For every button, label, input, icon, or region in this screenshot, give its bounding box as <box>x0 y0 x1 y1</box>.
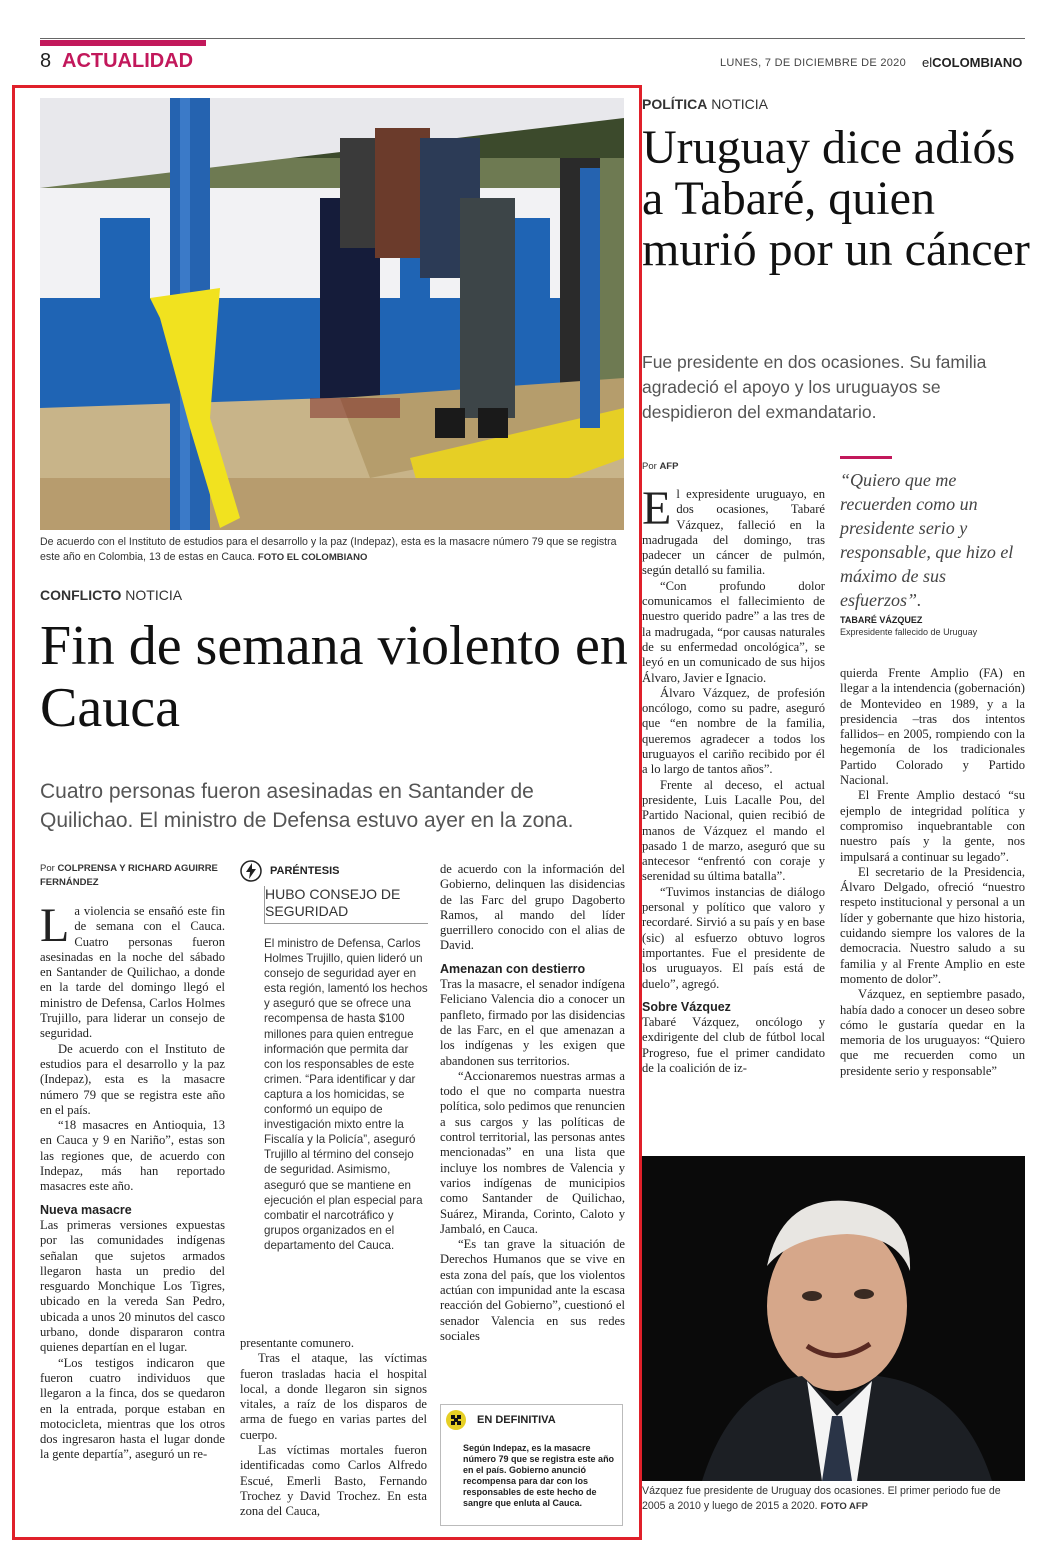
kicker-type: NOTICIA <box>125 587 183 603</box>
summary-label: EN DEFINITIVA <box>477 1414 556 1426</box>
quote-accent-bar <box>840 456 892 459</box>
paragraph: de acuerdo con la información del Gobierno, delinquen las disidencias de las Farc del grupo Dagoberto Ramos, al mando del líder guerrillero conocido con el alias de David. <box>440 862 625 953</box>
photo-credit: FOTO AFP <box>820 1501 868 1512</box>
quote-author: TABARÉ VÁZQUEZ <box>840 615 923 625</box>
caption-text: Vázquez fue presidente de Uruguay dos ocasiones. El primer periodo fue de 2005 a 2010 y luego de 2015 a 2020. <box>642 1485 1001 1512</box>
paragraph: “Accionaremos nuestras armas a todo el que no comparta nuestra política, solo pedimos que renuncien a sus cargos y las políticas de control territorial, las personas antes mencionadas” en una lista que incluye los nombres de Valencia y varios indígenas de municipios como Santander de Quilichao, Suárez, Miranda, Corinto, Caloto y Jambaló, en Cauca. <box>440 1068 626 1236</box>
paragraph: Tabaré Vázquez, oncólogo y exdirigente del club de fútbol local Progreso, fue el primer candidato de la coalición de iz- <box>642 1015 825 1075</box>
paragraph: presentante comunero. <box>240 1336 354 1350</box>
kicker-type: NOTICIA <box>711 96 769 112</box>
right-article-subheadline: Fue presidente en dos ocasiones. Su familia agradeció el apoyo y los uruguayos se despidieron del exmandatario. <box>642 352 987 422</box>
article-headline: Fin de semana violento en Cauca <box>40 615 628 739</box>
section-subhead: Amenazan con destierro <box>440 961 586 976</box>
section-name: ACTUALIDAD <box>62 50 194 72</box>
aside-label: PARÉNTESIS <box>270 865 340 877</box>
byline-prefix: Por <box>642 461 657 472</box>
summary-box <box>440 1404 623 1526</box>
caption-text: De acuerdo con el Instituto de estudios para el desarrollo y la paz (Indepaz), esta es la masacre número 79 que se registra este año en Colombia, 13 de estas en Cauca. <box>40 536 617 563</box>
section-subhead: Sobre Vázquez <box>642 999 731 1014</box>
drop-cap: E <box>642 482 672 535</box>
article-column-3 <box>440 862 625 1344</box>
paragraph: De acuerdo con el Instituto de estudios para el desarrollo y la paz (Indepaz), esta es la masacre número 79 que se registra este año en el país. <box>40 1041 225 1117</box>
paragraph: Álvaro Vázquez, de profesión oncólogo, como su padre, aseguró que “en nombre de la familia, queremos agradecer a todos los uruguayos el cariño recibido por él a lo largo de tantos años”. <box>642 685 825 777</box>
paragraph: Tras el ataque, las víctimas fueron trasladas hacia el hospital local, a donde llegaron sin signos vitales, a raíz de los disparos de arma de fuego en varias partes del cuerpo. <box>240 1351 427 1442</box>
photo-credit: FOTO EL COLOMBIANO <box>257 552 368 563</box>
aside-header <box>240 860 428 882</box>
paragraph: Vázquez, en septiembre pasado, había dado a conocer un deseo sobre cómo le gustaría quedar en la memoria de los uruguayos: “Quiero que me recuerden como un presidente serio y responsable” <box>840 987 1025 1078</box>
checker-icon <box>445 1409 467 1431</box>
kicker-category: CONFLICTO <box>40 587 122 603</box>
paragraph: Frente al deceso, el actual presidente, Luis Lacalle Pou, del Partido Nacional, quien recibió de manos de Vázquez el mando el pasado 1 de marzo, aseguró que su antecesor “enfrentó con coraje y serenidad su última batalla”. <box>642 777 825 884</box>
paragraph: El secretario de la Presidencia, Álvaro Delgado, ofreció “nuestro respeto institucional y personal a un líder y gobernante que hizo historia, cuidando siempre los valores de la democracia. Nuestro saludo a su familia y al Frente Amplio en este momento de dolor”. <box>840 864 1025 986</box>
drop-cap: L <box>40 899 70 952</box>
byline-author: COLPRENSA Y RICHARD AGUIRRE FERNÁNDEZ <box>40 863 218 888</box>
byline <box>40 862 225 890</box>
paragraph: “Con profundo dolor comunicamos el fallecimiento de nuestro querido padre” a las tres de la madrugada, “por causas naturales de su enfermedad oncológica”, se leyó en un comunicado de sus hijos Álvaro, Javier e Ignacio. <box>642 578 825 685</box>
quote-role: Expresidente fallecido de Uruguay <box>840 627 978 637</box>
summary-header <box>441 1405 622 1431</box>
paragraph: Tras la masacre, el senador indígena Feliciano Valencia dio a conocer un panfleto, firmado por las disidencias de las Farc, en el que amenazan a los indígenas y les exigen que abandonen sus territorios. <box>440 977 625 1068</box>
paragraph: “Es tan grave la situación de Derechos Humanos que se vive en esta zona del país, que los violentos actúan con impunidad ante la escasa reacción del Gobierno”, cuestionó el senador Valencia en sus redes sociales <box>440 1237 625 1343</box>
paragraph: “Tuvimos instancias de diálogo personal y político que valoro y recordaré. Sirvió a su país y en base (sic) al esfuerzo obtuvo logros importantes. Fue el presidente de los uruguayos. El país está de duelo”, agregó. <box>642 884 825 991</box>
article-body <box>40 899 225 1463</box>
newspaper-logo <box>922 55 1022 70</box>
paragraph: l expresidente uruguayo, en dos ocasiones, Tabaré Vázquez, falleció en la madrugada del domingo, tras padecer un cáncer de pulmón, según detalló su familia. <box>642 487 825 578</box>
kicker-category: POLÍTICA <box>642 96 708 112</box>
right-article-headline: Uruguay dice adiós a Tabaré, quien murió por un cáncer <box>642 121 1030 276</box>
portrait-photo <box>642 1156 1025 1481</box>
article-column-1 <box>40 862 225 1463</box>
right-article-column-2 <box>840 666 1025 1079</box>
paragraph: a violencia se ensañó este fin de semana con el Cauca. Cuatro personas fueron asesinadas en la noche del sábado en Santander de Quilichao, a donde en la tarde del domingo llegó el ministro de Defensa, Carlos Holmes Trujillo, para liderar un consejo de seguridad. <box>40 904 225 1041</box>
article-column-2 <box>240 1336 427 1520</box>
article-subheadline: Cuatro personas fueron asesinadas en Santander de Quilichao. El ministro de Defensa estuvo ayer en la zona. <box>40 780 574 832</box>
paragraph: “18 masacres en Antioquia, 13 en Cauca y 9 en Nariño”, estas son las regiones que, de acuerdo con Indepaz, más han reportado masacres este año. <box>40 1118 225 1194</box>
article-kicker <box>40 587 182 603</box>
aside-box <box>240 860 428 1253</box>
paragraph: “Los testigos indicaron que fueron cuatro individuos que llegaron a la finca, dos se quedaron en la entrada, porque estaban en motocicleta, mientras que los otros dos ingresaron hasta el lugar donde la gente departía”, aseguró un re- <box>40 1355 225 1462</box>
logo-prefix: el <box>922 55 933 70</box>
summary-text: Según Indepaz, es la masacre número 79 que se registra este año en el país. Gobierno anunció recompensa para dar con los responsables de este hecho de sangre que enluta al Cauca. <box>463 1443 615 1508</box>
pull-quote: “Quiero que me recuerden como un presidente serio y responsable, que hizo el máximo de sus esfuerzos”. <box>840 470 1014 610</box>
section-accent-bar <box>40 40 206 46</box>
logo-name: COLOMBIANO <box>932 55 1023 70</box>
right-byline <box>642 460 678 474</box>
section-subhead: Nueva masacre <box>40 1202 132 1217</box>
byline-prefix: Por <box>40 863 55 874</box>
paragraph: Las víctimas mortales fueron identificadas como Carlos Alfredo Escué, Emerli Basto, Fernando Trochez y David Trochez. En esta zona del Cauca, <box>240 1443 427 1519</box>
page-number: 8 <box>40 50 52 72</box>
photo-caption <box>40 535 624 565</box>
right-article-kicker <box>642 96 768 112</box>
crime-scene-photo <box>40 98 624 530</box>
right-article-column-1 <box>642 482 825 1076</box>
header-rule <box>40 38 1025 39</box>
paragraph: quierda Frente Amplio (FA) en llegar a la intendencia (gobernación) de Montevideo en 1989, y a la presidencia –tras dos intentos fallidos– en 2005, rompiendo con la hegemonía de los tradicionales Partido Colorado y Partido Nacional. <box>840 666 1025 788</box>
aside-title: HUBO CONSEJO DE SEGURIDAD <box>264 886 428 924</box>
issue-date: LUNES, 7 DE DICIEMBRE DE 2020 <box>720 57 906 69</box>
paragraph: El Frente Amplio destacó “su ejemplo de integridad política y compromiso inquebrantable con nuestro país y la gente, nos impulsará a continuar su legado”. <box>840 788 1025 864</box>
lightning-icon <box>240 860 262 882</box>
aside-text: El ministro de Defensa, Carlos Holmes Trujillo, quien lideró un consejo de seguridad ayer en esta región, lamentó los hechos y aseguró que se ofrece una recompensa de hasta $100 millones para quien entregue información que permita dar con los responsables de este crimen. “Para identificar y dar captura a los homicidas, se conformó un equipo de investigación mixto entre la Fiscalía y la Policía”, aseguró Trujillo al término del consejo de seguridad. Asimismo, aseguró que se mantiene en ejecución el plan especial para combatir el narcotráfico y grupos organizados en el departamento del Cauca. <box>264 937 428 1252</box>
paragraph: Las primeras versiones expuestas por las comunidades indígenas señalan que sujetos armados llegaron hasta un predio del resguardo Monchique Los Tigres, ubicado en la vereda San Pedro, ubicada a unos 20 minutos del casco urbano, donde dispararon contra quienes departían en el lugar. <box>40 1217 225 1355</box>
portrait-caption <box>642 1484 1027 1514</box>
byline-author: AFP <box>659 461 679 472</box>
